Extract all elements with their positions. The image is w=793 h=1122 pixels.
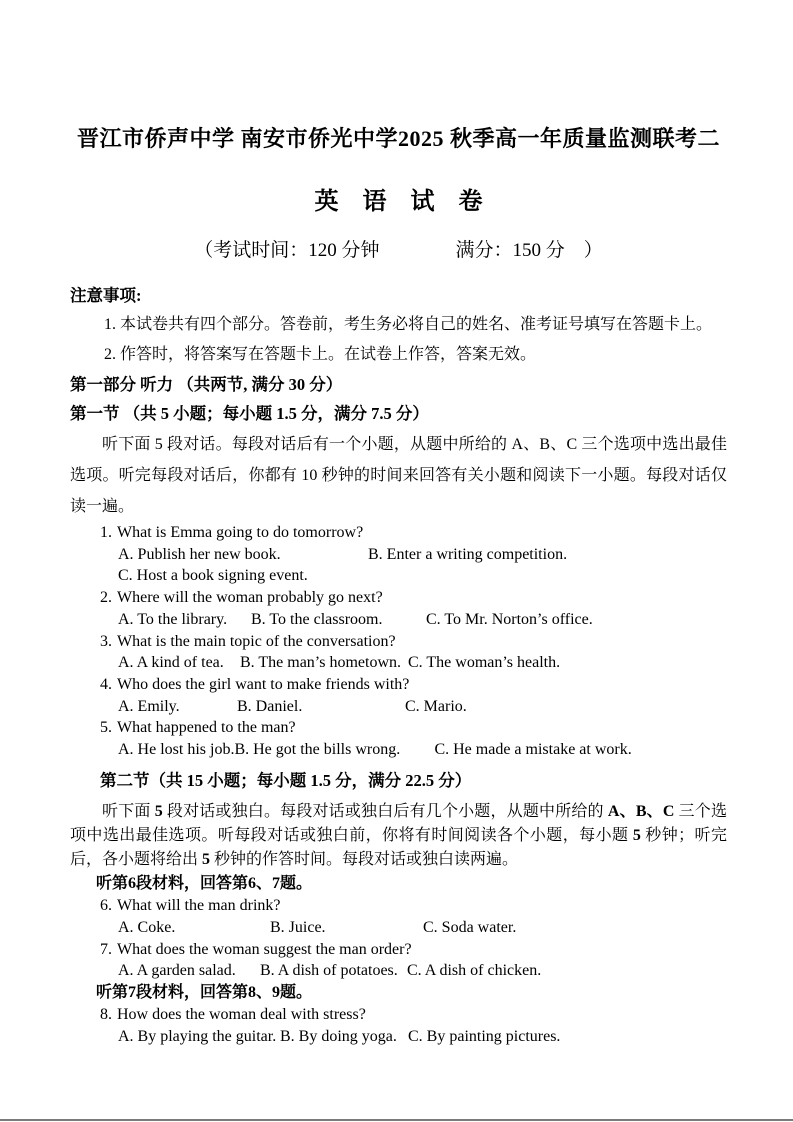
option-a: A. Emily. bbox=[118, 697, 180, 715]
question-text bbox=[70, 674, 727, 696]
question-stem: How does the woman deal with stress? bbox=[117, 1006, 366, 1024]
question-text bbox=[70, 631, 727, 653]
note-item-1: 1. 本试卷共有四个部分。答卷前，考生务必将自己的姓名、准考证号填写在答题卡上。 bbox=[104, 316, 713, 333]
question-number: 5. bbox=[100, 719, 112, 737]
option-b: B. Enter a writing competition. bbox=[368, 545, 568, 563]
question-stem: What does the woman suggest the man order? bbox=[117, 940, 412, 958]
note-item-2: 2. 作答时，将答案写在答题卡上。在试卷上作答，答案无效。 bbox=[104, 346, 537, 363]
options-row bbox=[70, 652, 727, 674]
option-b: B. A dish of potatoes. bbox=[260, 962, 398, 980]
section2-intro: 听下面 5 段对话或独白。每段对话或独白后有几个小题，从题中所给的 A、B、C 三个选项中选出最佳选项。听每段对话或独白前，你将有时间阅读各个小题，每小题 5 秒钟；听完后，各小题将给出 5 秒钟的作答时间。每段对话或独白读两遍。 bbox=[70, 802, 727, 869]
option-a: A. A kind of tea. bbox=[118, 654, 224, 672]
option-a: A. By playing the guitar. bbox=[118, 1028, 277, 1046]
question-1 bbox=[70, 522, 727, 587]
options-row bbox=[70, 917, 727, 939]
question-stem: What is the main topic of the conversation? bbox=[117, 632, 396, 650]
question-6 bbox=[70, 895, 727, 938]
option-b: B. The man’s hometown. bbox=[240, 654, 402, 672]
question-number: 4. bbox=[100, 675, 112, 693]
option-c: C. He made a mistake at work. bbox=[434, 741, 632, 759]
options-row bbox=[70, 565, 727, 587]
option-c: C. Mario. bbox=[405, 697, 467, 715]
notes-title: 注意事项: bbox=[70, 286, 142, 305]
option-b: B. By doing yoga. bbox=[280, 1028, 397, 1046]
question-number: 8. bbox=[100, 1006, 112, 1024]
option-a: A. He lost his job. bbox=[118, 741, 235, 759]
subject-title: 英 语 试 卷 bbox=[314, 189, 483, 215]
question-8 bbox=[70, 1004, 727, 1047]
section1-heading: 第一节 （共 5 小题；每小题 1.5 分，满分 7.5 分） bbox=[70, 404, 429, 423]
options-row bbox=[70, 739, 727, 761]
section1-intro: 听下面 5 段对话。每段对话后有一个小题，从题中所给的 A、B、C 三个选项中选出最佳选项。听完每段对话后，你都有 10 秒钟的时间来回答有关小题和阅读下一小题。每段对话仅读一遍。 bbox=[70, 436, 727, 515]
question-7 bbox=[70, 939, 727, 982]
question-text bbox=[70, 1004, 727, 1026]
option-c: C. The woman’s health. bbox=[408, 654, 561, 672]
question-number: 6. bbox=[100, 897, 112, 915]
options-row bbox=[70, 544, 727, 566]
question-text bbox=[70, 717, 727, 739]
school-title: 晋江市侨声中学 南安市侨光中学2025 秋季高一年质量监测联考二 bbox=[76, 126, 720, 151]
options-row bbox=[70, 1026, 727, 1048]
material7-heading: 听第7段材料，回答第8、9题。 bbox=[96, 983, 313, 1001]
question-text bbox=[70, 522, 727, 544]
option-b: B. Daniel. bbox=[237, 697, 303, 715]
question-stem: Where will the woman probably go next? bbox=[117, 589, 383, 607]
page-bottom-divider bbox=[0, 1119, 793, 1121]
option-c: C. Soda water. bbox=[423, 918, 517, 936]
question-text bbox=[70, 895, 727, 917]
options-row bbox=[70, 696, 727, 718]
option-a: A. A garden salad. bbox=[118, 962, 236, 980]
options-row bbox=[70, 960, 727, 982]
option-c: C. Host a book signing event. bbox=[118, 567, 308, 585]
question-4 bbox=[70, 674, 727, 717]
question-text bbox=[70, 587, 727, 609]
material6-heading: 听第6段材料，回答第6、7题。 bbox=[96, 874, 313, 892]
question-stem: Who does the girl want to make friends with? bbox=[117, 675, 410, 693]
exam-time-score-info: （考试时间：120 分钟 满分：150 分 ） bbox=[194, 240, 603, 261]
question-text bbox=[70, 939, 727, 961]
question-3 bbox=[70, 631, 727, 674]
option-a: A. To the library. bbox=[118, 610, 228, 628]
question-number: 3. bbox=[100, 632, 112, 650]
question-stem: What is Emma going to do tomorrow? bbox=[117, 524, 364, 541]
option-b: B. To the classroom. bbox=[251, 610, 383, 628]
question-number: 1. bbox=[100, 524, 112, 541]
option-c: C. By painting pictures. bbox=[408, 1028, 561, 1046]
question-stem: What happened to the man? bbox=[117, 719, 296, 737]
option-c: C. A dish of chicken. bbox=[407, 962, 542, 980]
option-a: A. Coke. bbox=[118, 918, 176, 936]
option-b: B. He got the bills wrong. bbox=[234, 741, 401, 759]
question-5 bbox=[70, 717, 727, 760]
section2-heading: 第二节（共 15 小题；每小题 1.5 分，满分 22.5 分） bbox=[100, 770, 472, 790]
option-c: C. To Mr. Norton’s office. bbox=[426, 610, 593, 628]
options-row bbox=[70, 609, 727, 631]
question-number: 2. bbox=[100, 589, 112, 607]
question-stem: What will the man drink? bbox=[117, 897, 281, 915]
part1-heading: 第一部分 听力 （共两节, 满分 30 分） bbox=[70, 375, 343, 394]
question-2 bbox=[70, 587, 727, 630]
option-a: A. Publish her new book. bbox=[118, 545, 281, 563]
option-b: B. Juice. bbox=[270, 918, 326, 936]
question-number: 7. bbox=[100, 940, 112, 958]
